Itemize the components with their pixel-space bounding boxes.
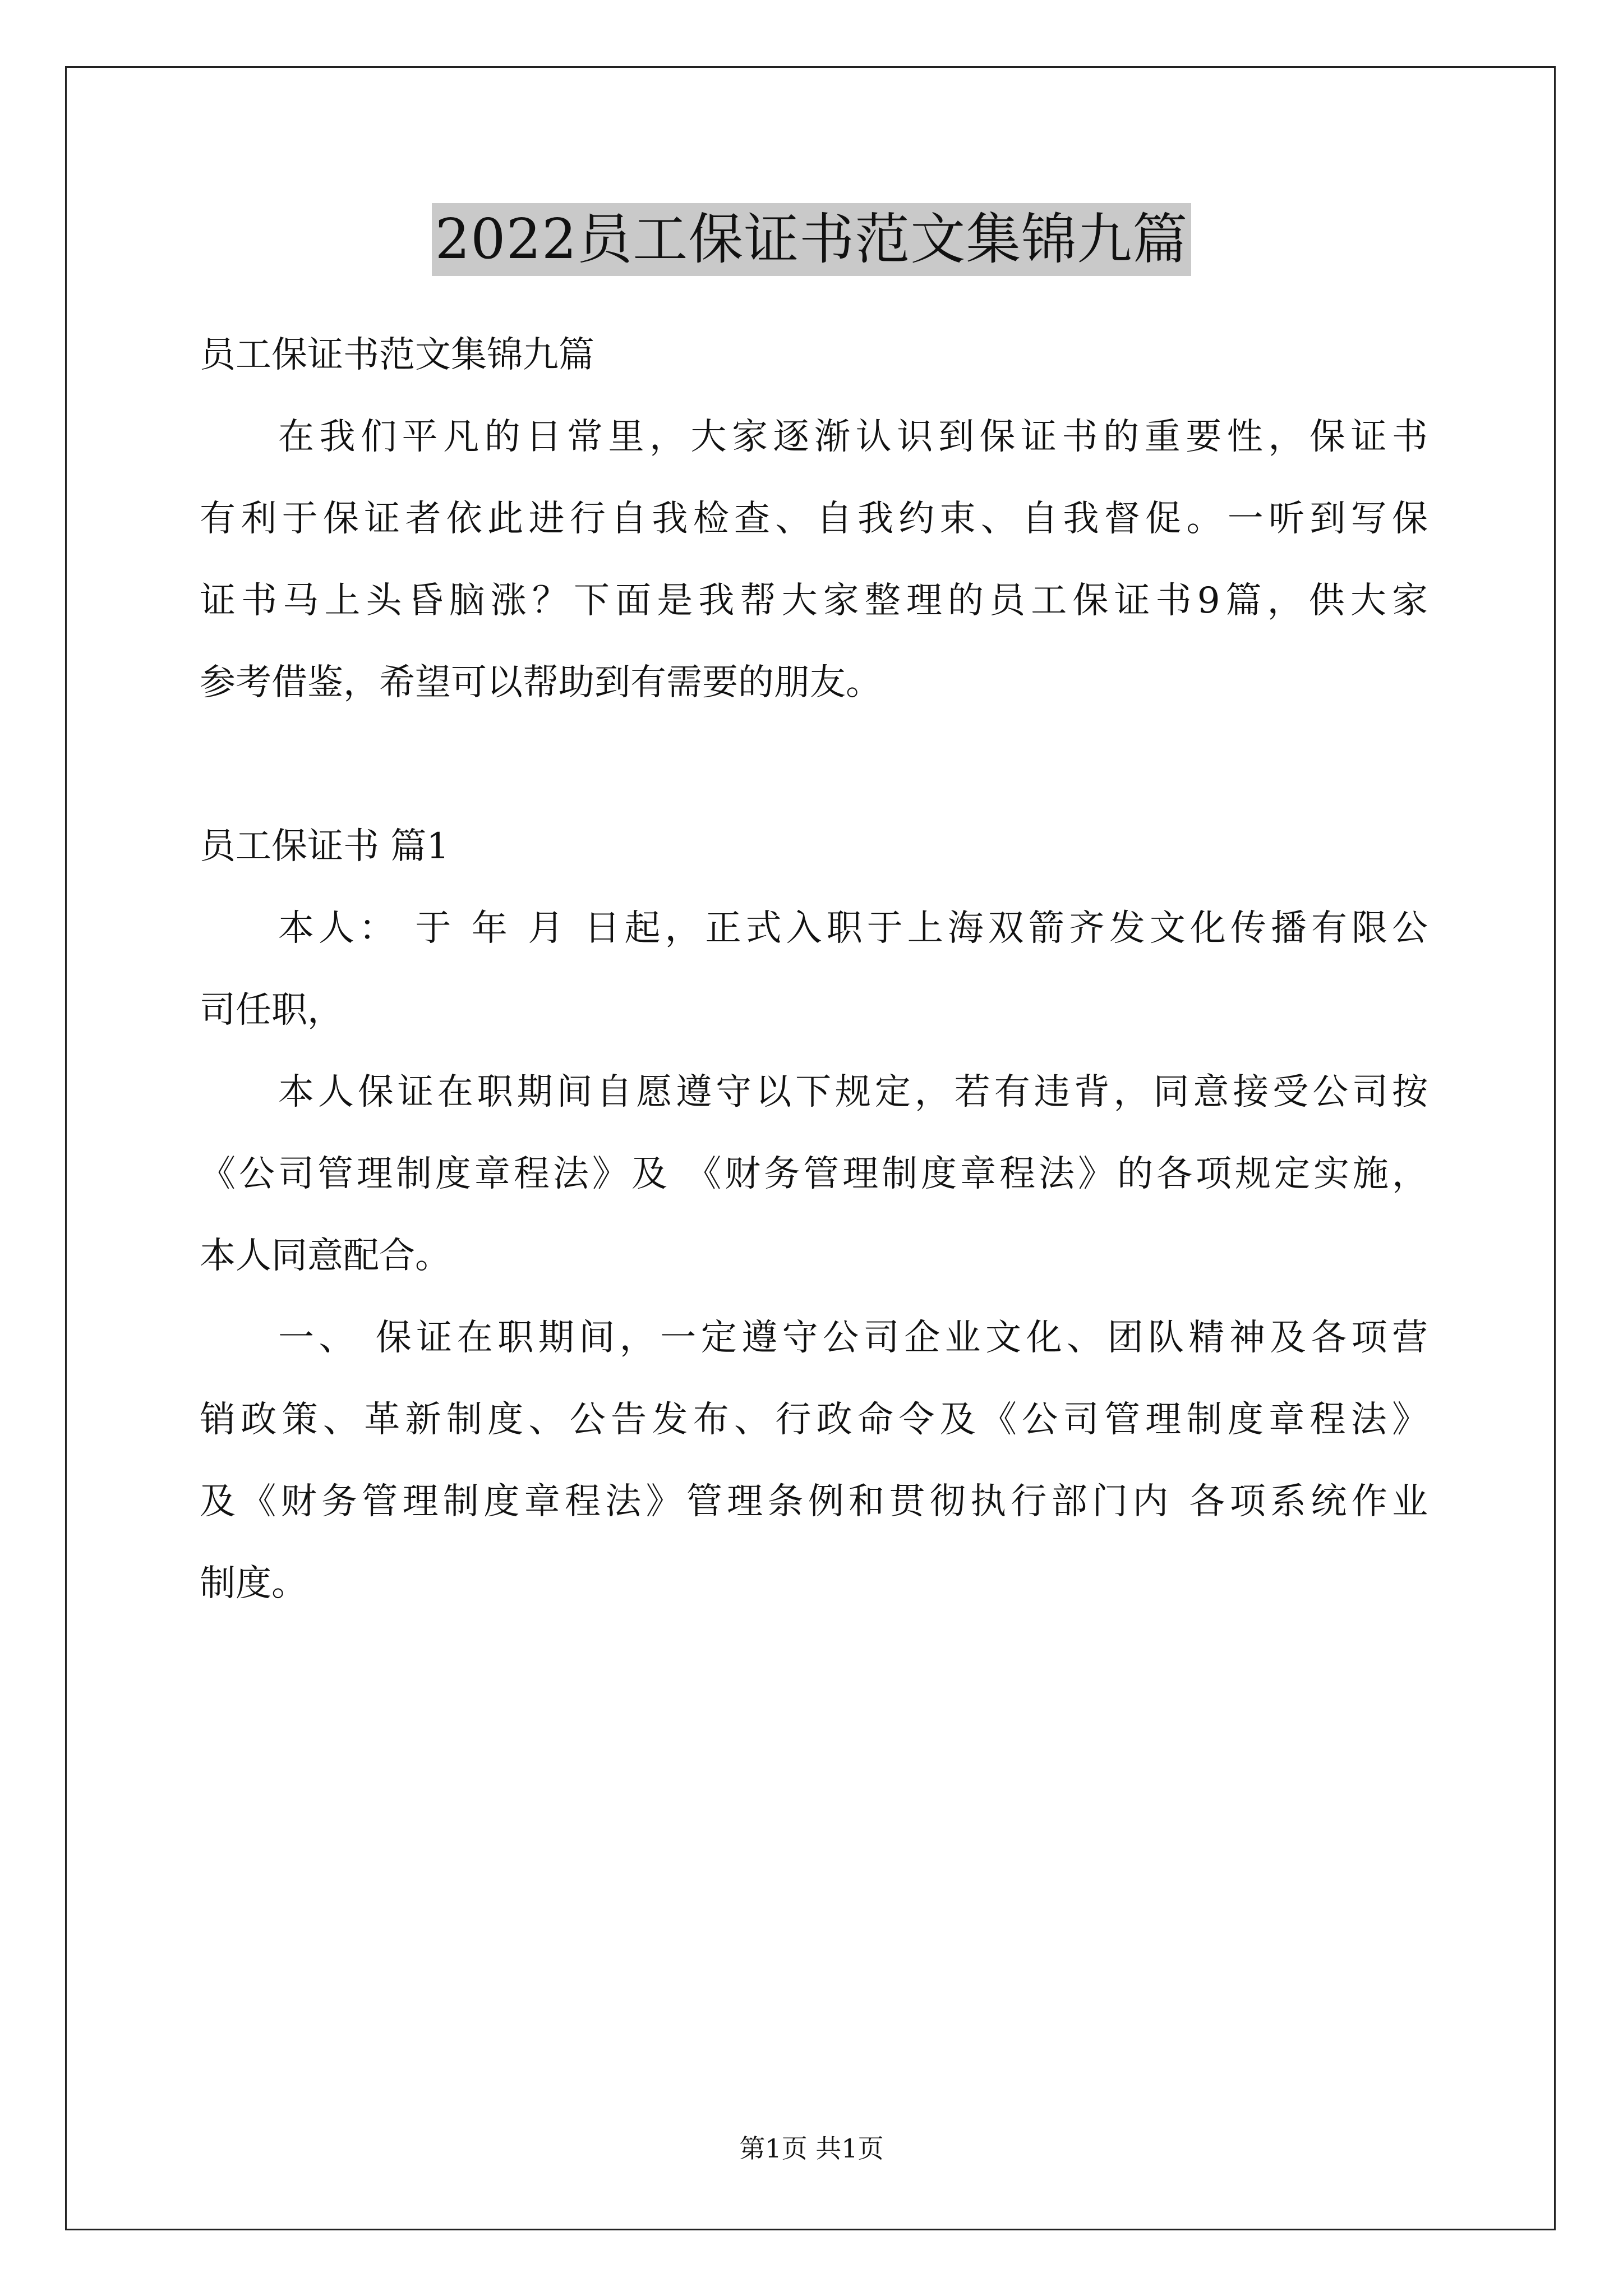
paragraph-line: 本人保证在职期间自愿遵守以下规定，若有违背，同意接受公司按 — [278, 1071, 1428, 1113]
section1-paragraph-3 — [200, 1297, 1428, 1625]
paragraph-line: 制度。 — [200, 1563, 307, 1604]
title-wrap — [0, 203, 1623, 276]
paragraph-line: 及《财务管理制度章程法》管理条例和贯彻执行部门内 各项系统作业 — [200, 1481, 1428, 1522]
document-title: 2022员工保证书范文集锦九篇 — [432, 203, 1191, 276]
paragraph-line: 《公司管理制度章程法》及 《财务管理制度章程法》的各项规定实施， — [200, 1153, 1428, 1195]
document-subtitle: 员工保证书范文集锦九篇 — [200, 334, 594, 376]
intro-line: 证书马上头昏脑涨？下面是我帮大家整理的员工保证书9篇，供大家 — [200, 580, 1428, 622]
paragraph-line: 本人： 于 年 月 日起，正式入职于上海双箭齐发文化传播有限公 — [278, 908, 1428, 949]
paragraph-line: 销政策、革新制度、公告发布、行政命令及《公司管理制度章程法》 — [200, 1399, 1428, 1441]
paragraph-line: 一、 保证在职期间，一定遵守公司企业文化、团队精神及各项营 — [278, 1317, 1428, 1359]
page-number-footer: 第1页 共1页 — [739, 2133, 884, 2164]
section1-paragraph-2 — [200, 1051, 1428, 1297]
section-heading: 员工保证书 篇1 — [200, 826, 450, 867]
intro-line: 有利于保证者依此进行自我检查、自我约束、自我督促。一听到写保 — [200, 498, 1428, 540]
section1-paragraph-1 — [200, 887, 1428, 1051]
section-spacer — [200, 724, 1428, 806]
intro-paragraph — [200, 396, 1428, 724]
document-body — [200, 314, 1428, 1625]
intro-line: 在我们平凡的日常里，大家逐渐认识到保证书的重要性，保证书 — [278, 416, 1428, 458]
intro-line: 参考借鉴，希望可以帮助到有需要的朋友。 — [200, 662, 882, 703]
paragraph-line: 司任职， — [200, 990, 343, 1031]
paragraph-line: 本人同意配合。 — [200, 1235, 451, 1277]
